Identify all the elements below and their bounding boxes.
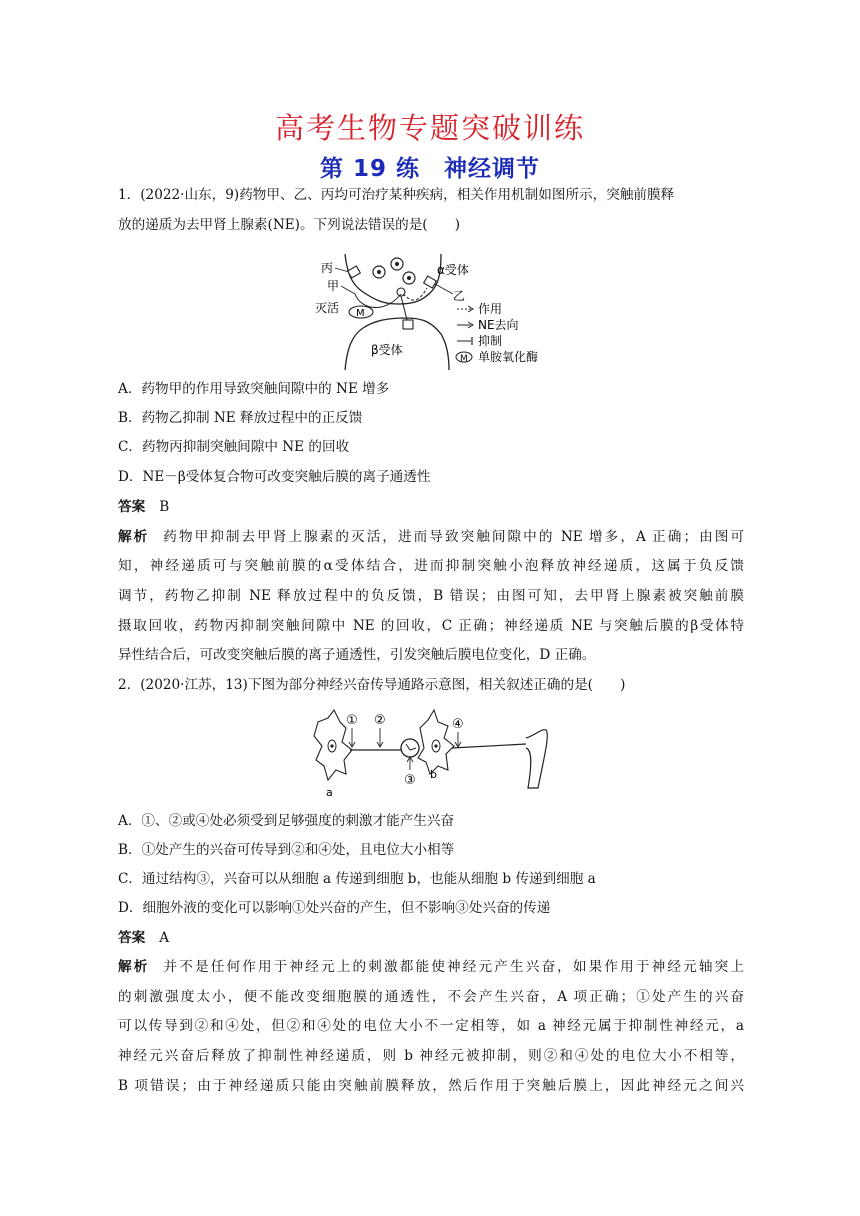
q1-analysis-line-1 [118,528,744,546]
enzyme-symbol: M [356,308,365,319]
q1-analysis-line-4: 摄取回收，药物丙抑制突触间隙中 NE 的回收，C 正确；神经递质 NE 与突触后膜的β受体特 [118,618,744,634]
page-subtitle: 第 19 练 神经调节 [319,156,541,182]
q1-answer-label: 答案 [118,499,146,515]
q2-analysis-label: 解析 [118,959,150,975]
label-beta-receptor: β受体 [371,343,403,357]
q1-stem-line-2: 放的递质为去甲肾上腺素(NE)。下列说法错误的是( ) [118,217,461,233]
q2-stem: 2．(2020·江苏，13)下图为部分神经兴奋传导通路示意图，相关叙述正确的是( ) [118,677,626,693]
synapse-diagram [315,254,555,370]
q2-analysis-line-4: 神经元兴奋后释放了抑制性神经递质，则 b 神经元被抑制，则②和④处的电位大小不相等， [118,1048,744,1064]
q1-analysis-line-3: 调节，药物乙抑制 NE 释放过程中的负反馈，B 错误；由图可知，去甲肾上腺素被突触前膜 [118,588,744,604]
q2-answer-label: 答案 [118,930,146,946]
legend-ne-direction: NE去向 [478,318,519,332]
q1-option-d: D．NE－β受体复合物可改变突触后膜的离子通透性 [118,469,431,485]
marker-2: ② [374,713,386,728]
q1-stem-line-1: 1．(2022·山东，9)药物甲、乙、丙均可治疗某种疾病，相关作用机制如图所示，突触前膜释 [118,187,675,203]
q1-analysis-line-5: 异性结合后，可改变突触后膜的离子通透性，引发突触后膜电位变化，D 正确。 [118,647,596,663]
q2-analysis-line-5: B 项错误；由于神经递质只能由突触前膜释放，然后作用于突触后膜上，因此神经元之间兴 [118,1078,744,1094]
label-miehuo: 灭活 [315,301,340,315]
label-yi: 乙 [453,289,466,303]
label-bing: 丙 [321,261,334,275]
q1-answer: B [159,499,170,515]
q2-analysis-text-1: 并不是任何作用于神经元上的刺激都能使神经元产生兴奋，如果作用于神经元轴突上 [163,959,744,975]
q1-analysis-label: 解析 [118,529,150,545]
q1-option-b: B．药物乙抑制 NE 释放过程中的正反馈 [118,410,363,426]
marker-4: ④ [452,717,464,732]
legend-inhibit: 抑制 [478,334,503,348]
page-title: 高考生物专题突破训练 [274,111,585,145]
cell-a-label: a [326,786,333,799]
q2-answer: A [159,930,170,946]
q1-option-a: A．药物甲的作用导致突触间隙中的 NE 增多 [118,381,390,397]
q2-option-a: A．①、②或④处必须受到足够强度的刺激才能产生兴奋 [118,813,455,829]
legend-mao: 单胺氧化酶 [478,350,539,364]
q2-option-b: B．①处产生的兴奋可传导到②和④处，且电位大小相等 [118,842,455,858]
q1-analysis-line-2: 知，神经递质可与突触前膜的α受体结合，进而抑制突触小泡释放神经递质，这属于负反馈 [118,558,744,574]
cell-b-label: b [430,768,437,781]
q2-analysis-line-1 [118,958,744,976]
q1-analysis-text-1: 药物甲抑制去甲肾上腺素的灭活，进而导致突触间隙中的 NE 增多，A 正确；由图可 [163,529,744,545]
label-jia: 甲 [327,279,340,293]
marker-3: ③ [404,773,416,788]
nerve-pathway-diagram [312,708,550,804]
q2-option-d: D．细胞外液的变化可以影响①处兴奋的产生，但不影响③处兴奋的传递 [118,900,551,916]
q2-answer-row [118,929,744,947]
marker-1: ① [346,713,358,728]
legend-mao-symbol: M [460,354,468,364]
legend-action: 作用 [478,302,503,316]
label-alpha-receptor: α受体 [437,263,469,277]
q1-option-c: C．药物丙抑制突触间隙中 NE 的回收 [118,439,350,455]
q2-analysis-line-3: 可以传导到②和④处，但②和④处的电位大小不一定相等，如 a 神经元属于抑制性神经元，a [118,1018,744,1034]
q1-answer-row [118,498,744,516]
q2-option-c: C．通过结构③，兴奋可以从细胞 a 传递到细胞 b，也能从细胞 b 传递到细胞 a [118,871,596,887]
q2-analysis-line-2: 的刺激强度太小，便不能改变细胞膜的通透性，不会产生兴奋，A 项正确；①处产生的兴奋 [118,989,744,1005]
